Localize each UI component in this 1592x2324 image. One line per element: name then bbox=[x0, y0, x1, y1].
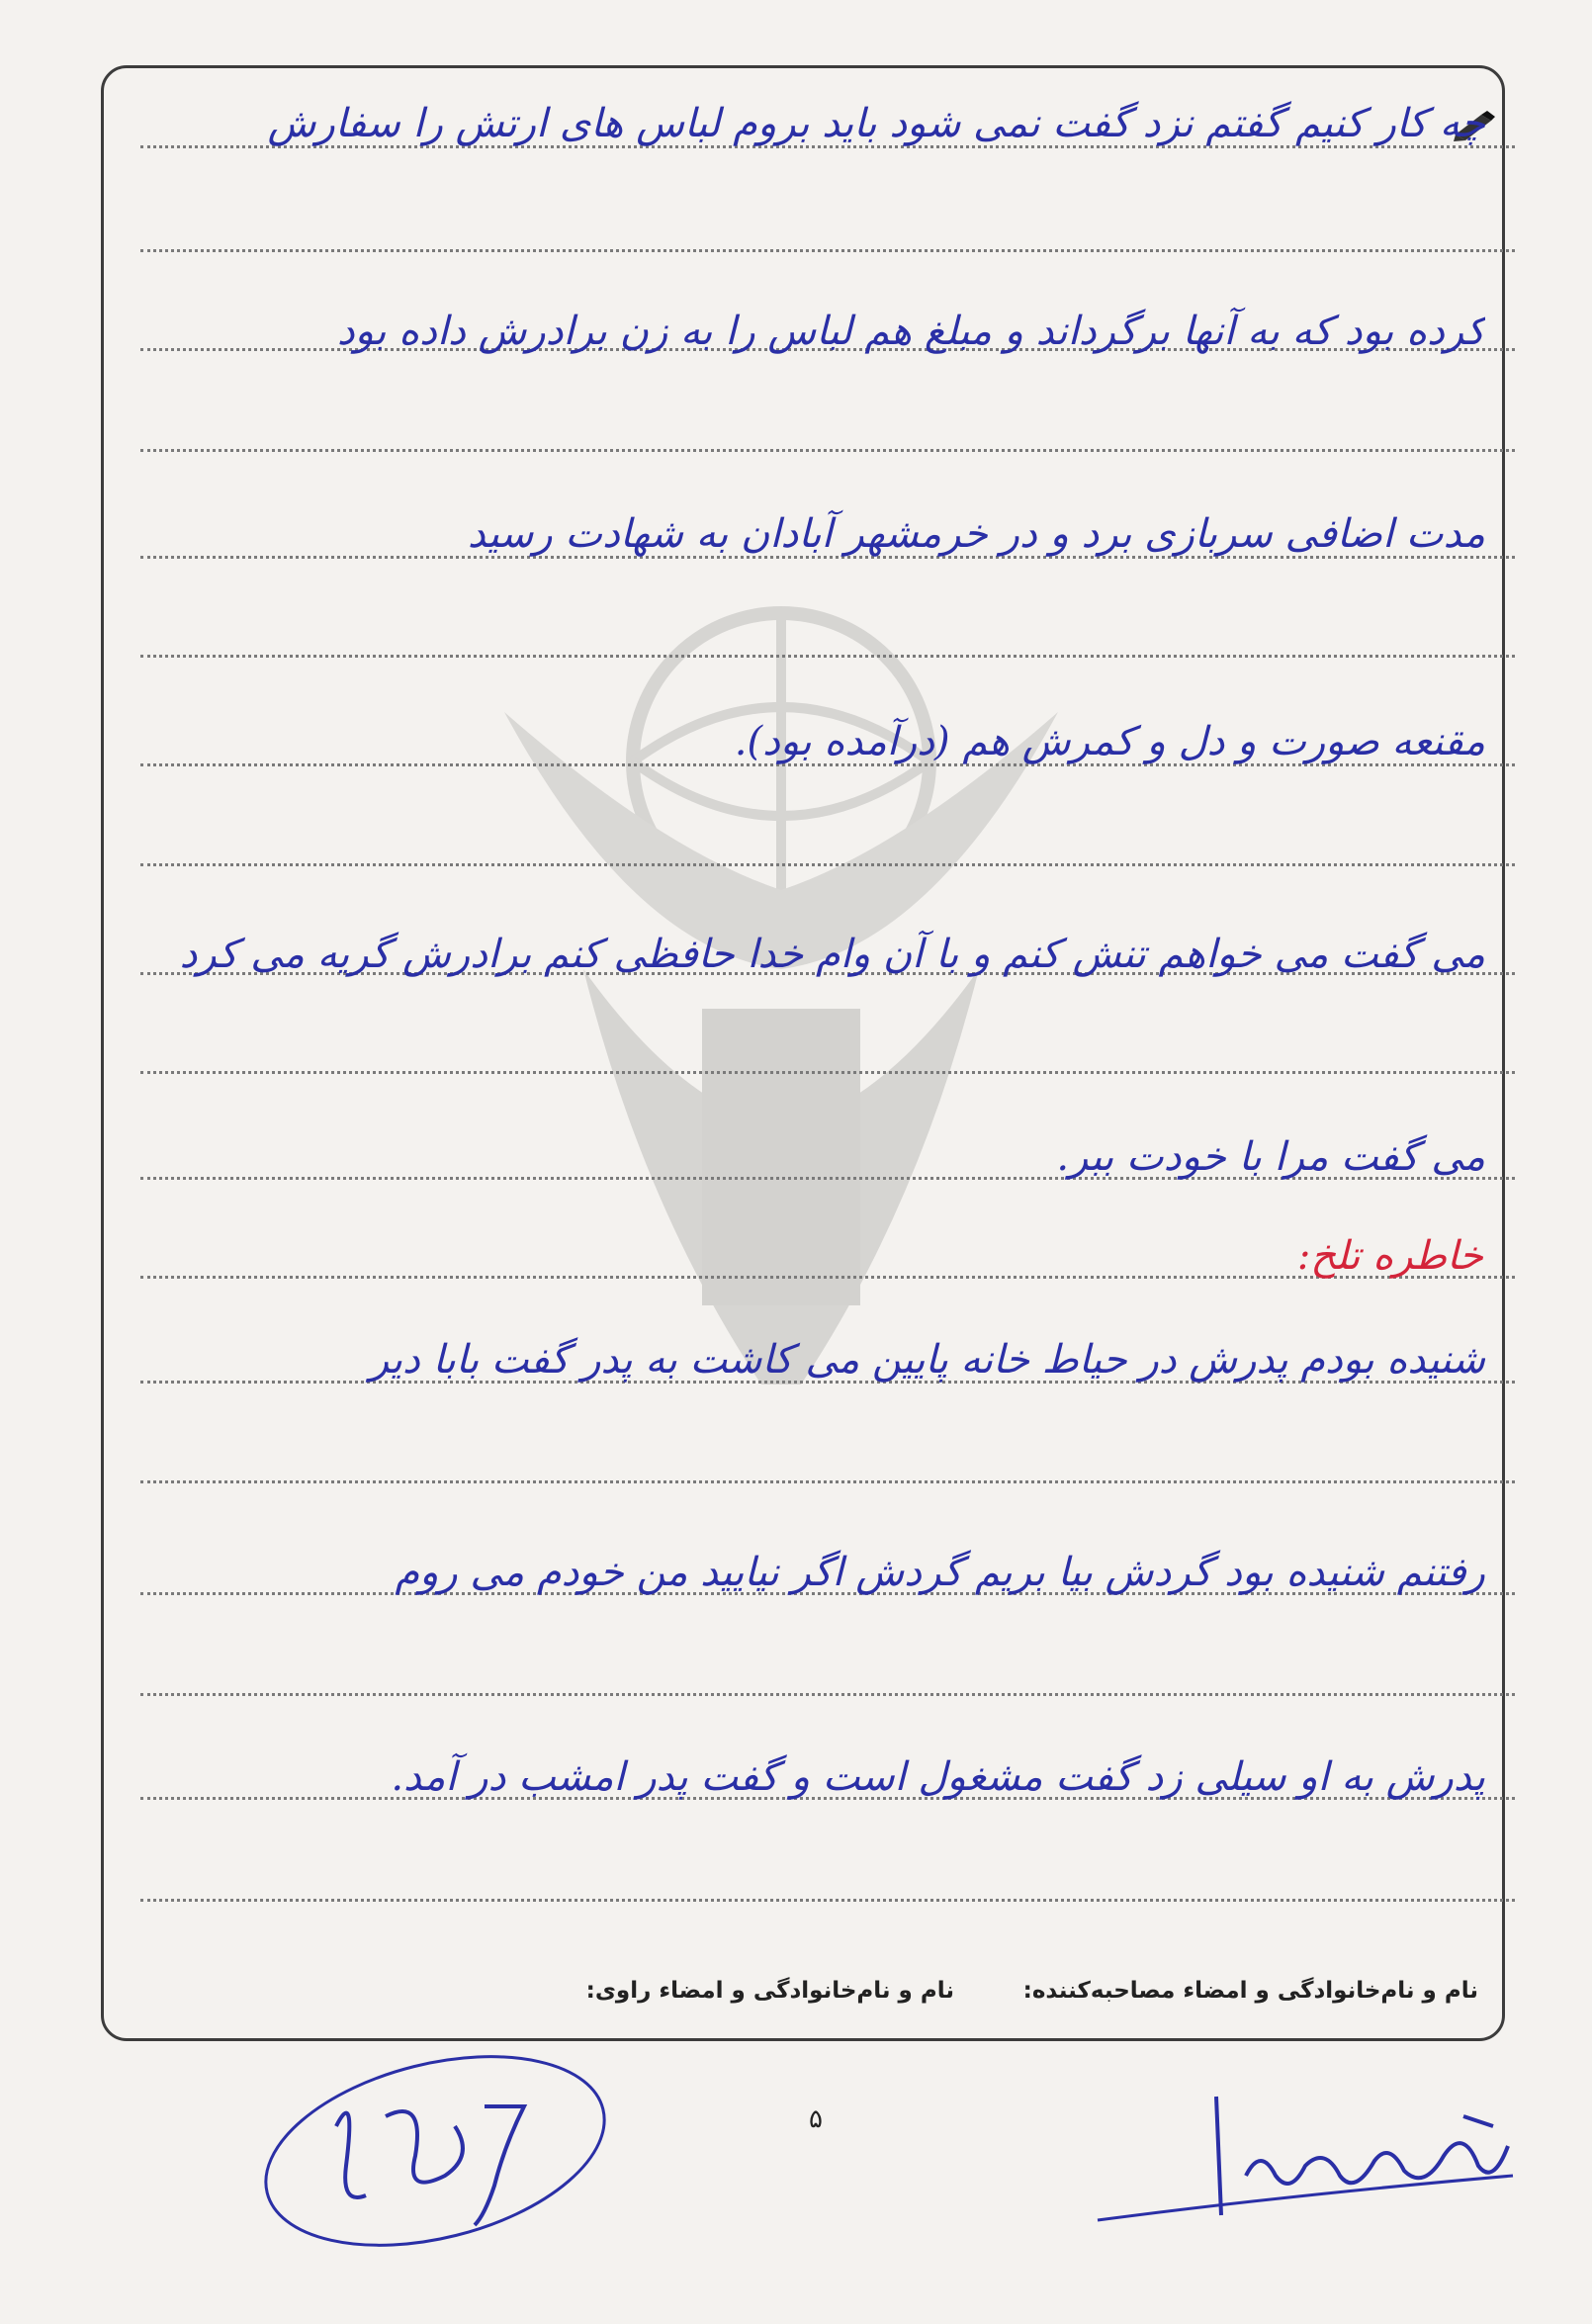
handwritten-line: پدرش به او سیلی زد گفت مشغول است و گفت پدر امشب در آمد. bbox=[391, 1754, 1485, 1800]
ruled-line bbox=[140, 1071, 1515, 1074]
handwritten-line: می گفت می خواهم تنش کنم و با آن وام خدا حافظی کنم برادرش گریه می کرد bbox=[179, 932, 1485, 977]
handwritten-line: مدت اضافی سربازی برد و در خرمشهر آبادان به شهادت رسید bbox=[467, 511, 1485, 557]
ruled-line bbox=[140, 1899, 1515, 1902]
ruled-line bbox=[140, 249, 1515, 252]
ruled-line bbox=[140, 863, 1515, 866]
handwritten-line: کرده بود که به آنها برگرداند و مبلغ هم لباس را به زن برادرش داده بود bbox=[336, 309, 1485, 354]
handwritten-line: شنیده بودم پدرش در حیاط خانه پایین می کاشت به پدر گفت بابا دیر bbox=[369, 1337, 1485, 1383]
signature-footer bbox=[193, 1978, 1478, 2017]
handwritten-line: مقنعه صورت و دل و کمرش هم (درآمده بود). bbox=[734, 719, 1485, 764]
section-heading: خاطره تلخ: bbox=[1296, 1233, 1483, 1279]
handwritten-line: می گفت مرا با خودت ببر. bbox=[1056, 1134, 1485, 1180]
interviewer-label: نام و نام‌خانوادگی و امضاء مصاحبه‌کننده: bbox=[1022, 1978, 1478, 2004]
interviewer-signature bbox=[1088, 2087, 1523, 2235]
page-number: ۵ bbox=[809, 2104, 823, 2134]
narrator-signature bbox=[247, 2047, 623, 2255]
handwritten-line: رفتنم شنیده بود گردش بیا بریم گردش اگر نیایید من خودم می روم bbox=[395, 1550, 1485, 1595]
ruled-line bbox=[140, 449, 1515, 452]
ruled-line bbox=[140, 1693, 1515, 1696]
narrator-label: نام و نام‌خانوادگی و امضاء راوی: bbox=[585, 1978, 954, 2004]
ruled-line bbox=[140, 1480, 1515, 1483]
ruled-line bbox=[140, 655, 1515, 658]
handwritten-line: چه کار کنیم گفتم نزد گفت نمی شود باید بروم لباس های ارتش را سفارش bbox=[267, 101, 1485, 146]
